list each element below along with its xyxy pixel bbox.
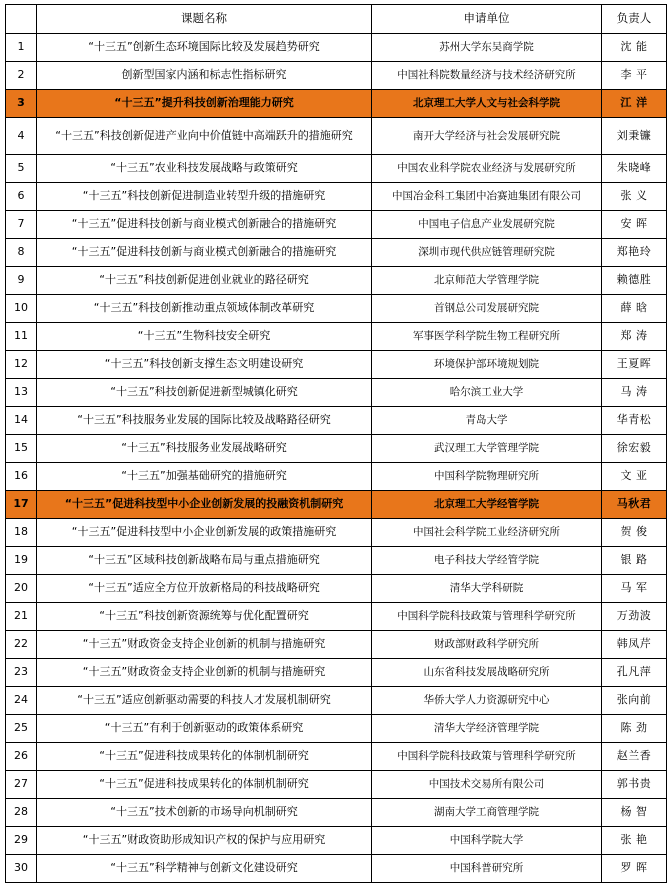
table-row	[6, 715, 667, 743]
header-index	[6, 5, 37, 34]
row-index: 5	[6, 155, 37, 183]
row-org: 中国科普研究所	[372, 855, 602, 883]
row-index: 20	[6, 575, 37, 603]
row-index: 16	[6, 463, 37, 491]
row-index: 13	[6, 379, 37, 407]
row-title: “十三五”科技创新促进创业就业的路径研究	[37, 267, 372, 295]
header-title: 课题名称	[37, 5, 372, 34]
row-title: “十三五”科技创新促进新型城镇化研究	[37, 379, 372, 407]
row-org: 中国科学院科技政策与管理科学研究所	[372, 743, 602, 771]
row-org: 山东省科技发展战略研究所	[372, 659, 602, 687]
row-person: 马 涛	[602, 379, 667, 407]
table-row	[6, 295, 667, 323]
projects-table	[5, 4, 667, 883]
row-index: 4	[6, 118, 37, 155]
row-title: “十三五”创新生态环境国际比较及发展趋势研究	[37, 34, 372, 62]
table-row	[6, 463, 667, 491]
row-title: “十三五”适应全方位开放新格局的科技战略研究	[37, 575, 372, 603]
row-title: “十三五”财政资金支持企业创新的机制与措施研究	[37, 631, 372, 659]
row-org: 苏州大学东吴商学院	[372, 34, 602, 62]
row-index: 28	[6, 799, 37, 827]
row-title: “十三五”科技创新支撑生态文明建设研究	[37, 351, 372, 379]
row-title: “十三五”科技服务业发展的国际比较及战略路径研究	[37, 407, 372, 435]
row-index: 23	[6, 659, 37, 687]
row-index: 18	[6, 519, 37, 547]
table-row	[6, 687, 667, 715]
row-person: 银 路	[602, 547, 667, 575]
row-title: “十三五”促进科技成果转化的体制机制研究	[37, 771, 372, 799]
table-row	[6, 323, 667, 351]
row-index: 3	[6, 90, 37, 118]
row-org: 南开大学经济与社会发展研究院	[372, 118, 602, 155]
row-person: 刘秉镰	[602, 118, 667, 155]
row-person: 韩凤芹	[602, 631, 667, 659]
row-title: “十三五”财政资金支持企业创新的机制与措施研究	[37, 659, 372, 687]
row-index: 26	[6, 743, 37, 771]
table-row-highlighted	[6, 491, 667, 519]
row-org: 哈尔滨工业大学	[372, 379, 602, 407]
row-person: 杨 智	[602, 799, 667, 827]
header-org: 申请单位	[372, 5, 602, 34]
table-row	[6, 155, 667, 183]
table-row	[6, 62, 667, 90]
row-org: 中国社科院数量经济与技术经济研究所	[372, 62, 602, 90]
row-index: 7	[6, 211, 37, 239]
row-index: 25	[6, 715, 37, 743]
row-person: 陈 劲	[602, 715, 667, 743]
row-index: 24	[6, 687, 37, 715]
row-org: 青岛大学	[372, 407, 602, 435]
row-org: 深圳市现代供应链管理研究院	[372, 239, 602, 267]
table-row	[6, 855, 667, 883]
row-org: 环境保护部环境规划院	[372, 351, 602, 379]
row-title: “十三五”生物科技安全研究	[37, 323, 372, 351]
table-row-highlighted	[6, 90, 667, 118]
row-person: 孔凡萍	[602, 659, 667, 687]
table-row	[6, 631, 667, 659]
table-row	[6, 351, 667, 379]
row-person: 薛 晗	[602, 295, 667, 323]
row-org: 清华大学科研院	[372, 575, 602, 603]
row-person: 文 亚	[602, 463, 667, 491]
header-person: 负责人	[602, 5, 667, 34]
table-row	[6, 659, 667, 687]
row-org: 财政部财政科学研究所	[372, 631, 602, 659]
row-org: 华侨大学人力资源研究中心	[372, 687, 602, 715]
row-index: 12	[6, 351, 37, 379]
row-title: “十三五”财政资助形成知识产权的保护与应用研究	[37, 827, 372, 855]
row-person: 朱晓峰	[602, 155, 667, 183]
row-index: 9	[6, 267, 37, 295]
row-org: 北京师范大学管理学院	[372, 267, 602, 295]
row-org: 电子科技大学经管学院	[372, 547, 602, 575]
row-index: 19	[6, 547, 37, 575]
row-org: 中国科学院大学	[372, 827, 602, 855]
table-row	[6, 183, 667, 211]
row-title: “十三五”促进科技型中小企业创新发展的投融资机制研究	[37, 491, 372, 519]
row-org: 中国科学院科技政策与管理科学研究所	[372, 603, 602, 631]
row-org: 中国冶金科工集团中冶赛迪集团有限公司	[372, 183, 602, 211]
table-row	[6, 407, 667, 435]
row-index: 27	[6, 771, 37, 799]
table-row	[6, 435, 667, 463]
row-index: 29	[6, 827, 37, 855]
row-org: 北京理工大学经管学院	[372, 491, 602, 519]
row-title: “十三五”区域科技创新战略布局与重点措施研究	[37, 547, 372, 575]
row-title: “十三五”促进科技型中小企业创新发展的政策措施研究	[37, 519, 372, 547]
row-org: 清华大学经济管理学院	[372, 715, 602, 743]
row-person: 马 军	[602, 575, 667, 603]
row-org: 湖南大学工商管理学院	[372, 799, 602, 827]
row-title: “十三五”促进科技创新与商业模式创新融合的措施研究	[37, 211, 372, 239]
row-title: “十三五”科技服务业发展战略研究	[37, 435, 372, 463]
row-org: 中国技术交易所有限公司	[372, 771, 602, 799]
row-index: 6	[6, 183, 37, 211]
row-title: “十三五”有利于创新驱动的政策体系研究	[37, 715, 372, 743]
row-person: 徐宏毅	[602, 435, 667, 463]
table-row	[6, 379, 667, 407]
row-title: “十三五”科学精神与创新文化建设研究	[37, 855, 372, 883]
row-person: 张 义	[602, 183, 667, 211]
row-index: 30	[6, 855, 37, 883]
row-index: 17	[6, 491, 37, 519]
table-row	[6, 267, 667, 295]
row-title: “十三五”促进科技创新与商业模式创新融合的措施研究	[37, 239, 372, 267]
row-title: “十三五”提升科技创新治理能力研究	[37, 90, 372, 118]
row-index: 11	[6, 323, 37, 351]
row-org: 中国农业科学院农业经济与发展研究所	[372, 155, 602, 183]
row-person: 沈 能	[602, 34, 667, 62]
row-org: 北京理工大学人文与社会科学院	[372, 90, 602, 118]
row-org: 中国社会科学院工业经济研究所	[372, 519, 602, 547]
table-row	[6, 799, 667, 827]
row-person: 马秋君	[602, 491, 667, 519]
row-index: 10	[6, 295, 37, 323]
row-person: 李 平	[602, 62, 667, 90]
row-title: “十三五”技术创新的市场导向机制研究	[37, 799, 372, 827]
table-row	[6, 519, 667, 547]
row-title: “十三五”促进科技成果转化的体制机制研究	[37, 743, 372, 771]
row-index: 22	[6, 631, 37, 659]
row-title: 创新型国家内涵和标志性指标研究	[37, 62, 372, 90]
table-row	[6, 771, 667, 799]
row-person: 郑艳玲	[602, 239, 667, 267]
row-index: 21	[6, 603, 37, 631]
table-row	[6, 211, 667, 239]
row-org: 武汉理工大学管理学院	[372, 435, 602, 463]
row-org: 中国科学院物理研究所	[372, 463, 602, 491]
row-person: 江 洋	[602, 90, 667, 118]
row-title: “十三五”科技创新推动重点领域体制改革研究	[37, 295, 372, 323]
row-person: 罗 晖	[602, 855, 667, 883]
row-title: “十三五”加强基础研究的措施研究	[37, 463, 372, 491]
row-person: 赵兰香	[602, 743, 667, 771]
row-person: 贺 俊	[602, 519, 667, 547]
table-row	[6, 743, 667, 771]
row-org: 首钢总公司发展研究院	[372, 295, 602, 323]
row-person: 华青松	[602, 407, 667, 435]
row-title: “十三五”科技创新资源统筹与优化配置研究	[37, 603, 372, 631]
row-org: 军事医学科学院生物工程研究所	[372, 323, 602, 351]
row-index: 14	[6, 407, 37, 435]
table-row	[6, 34, 667, 62]
row-person: 安 晖	[602, 211, 667, 239]
row-person: 万劲波	[602, 603, 667, 631]
row-person: 张向前	[602, 687, 667, 715]
table-header-row	[6, 5, 667, 34]
table-row	[6, 547, 667, 575]
row-person: 郑 涛	[602, 323, 667, 351]
row-title: “十三五”农业科技发展战略与政策研究	[37, 155, 372, 183]
table-row	[6, 603, 667, 631]
table-row	[6, 239, 667, 267]
row-org: 中国电子信息产业发展研究院	[372, 211, 602, 239]
row-title: “十三五”科技创新促进产业向中价值链中高端跃升的措施研究	[37, 118, 372, 155]
row-person: 赖德胜	[602, 267, 667, 295]
row-person: 张 艳	[602, 827, 667, 855]
table-row	[6, 575, 667, 603]
table-row	[6, 118, 667, 155]
row-title: “十三五”科技创新促进制造业转型升级的措施研究	[37, 183, 372, 211]
row-person: 郭书贵	[602, 771, 667, 799]
row-index: 15	[6, 435, 37, 463]
table-row	[6, 827, 667, 855]
row-index: 8	[6, 239, 37, 267]
table-body	[6, 5, 667, 883]
row-index: 1	[6, 34, 37, 62]
row-person: 王夏晖	[602, 351, 667, 379]
row-title: “十三五”适应创新驱动需要的科技人才发展机制研究	[37, 687, 372, 715]
row-index: 2	[6, 62, 37, 90]
